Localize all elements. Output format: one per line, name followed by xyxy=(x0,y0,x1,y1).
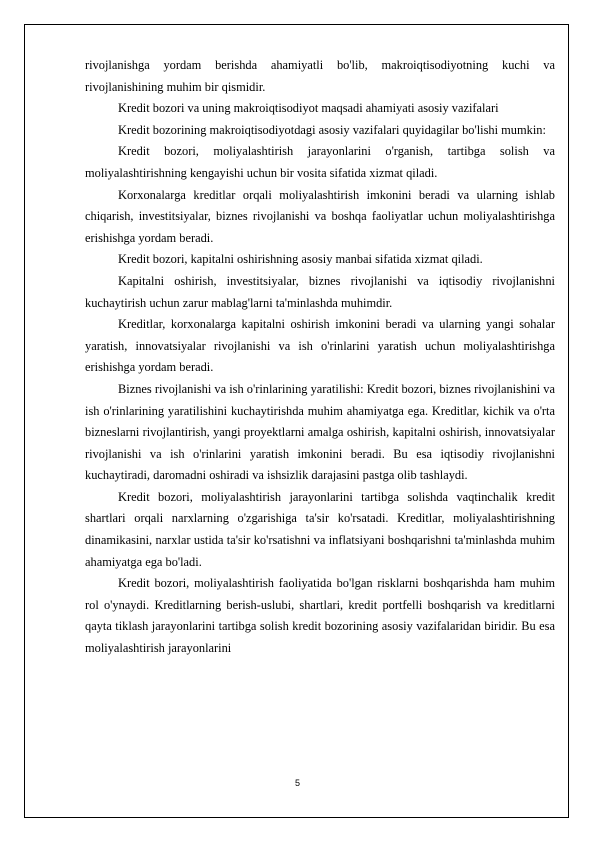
paragraph: Kapitalni oshirish, investitsiyalar, biznes rivojlanishi va iqtisodiy rivojlanishni kuchaytirish uchun zarur mablag'larni ta'minlashda muhimdir. xyxy=(85,273,555,310)
page-number: 5 xyxy=(294,778,300,788)
paragraph: Kredit bozorining makroiqtisodiyotdagi asosiy vazifalari quyidagilar bo'lishi mumkin: xyxy=(118,122,546,137)
paragraph: Kredit bozori va uning makroiqtisodiyot maqsadi ahamiyati asosiy vazifalari xyxy=(118,101,499,116)
paragraph: Kredit bozori, moliyalashtirish jarayonlarini tartibga solishda vaqtinchalik kredit shartlari orqali narxlarning o'zgarishiga ta'sir ko'rsatadi. Kreditlar, moliyalashtirishning dinamikasini, narxlar ustida ta'sir ko'rsatishni va inflatsiyani boshqarishni ta'minlashda muhim ahamiyatga ega bo'ladi. xyxy=(85,489,555,569)
paragraph: Biznes rivojlanishi va ish o'rinlarining yaratilishi: Kredit bozori, biznes rivojlanishini va ish o'rinlarining yaratilishini kuchaytirishda muhim ahamiyatga ega. Kreditlar, kichik va o'rta bizneslarni rivojlantirish, yangi proyektlarni amalga oshirish, kapitalni oshirish, innovatsiyalar rivojlanishi va ish o'rinlarini yaratish imkonini beradi. Bu esa iqtisodiy rivojlanishni kuchaytiradi, daromadni oshiradi va ishsizlik darajasini pastga olib tashlaydi. xyxy=(85,381,555,483)
paragraph: rivojlanishga yordam berishda ahamiyatli bo'lib, makroiqtisodiyotning kuchi va rivojlanishining muhim bir qismidir. xyxy=(85,58,555,94)
paragraph: Kredit bozori, kapitalni oshirishning asosiy manbai sifatida xizmat qiladi. xyxy=(118,252,483,267)
paragraph: Kreditlar, korxonalarga kapitalni oshirish imkonini beradi va ularning yangi sohalar yaratish, innovatsiyalar rivojlanishi va ish o'rinlarini yaratish uchun moliyalashtirishga erishishga yordam beradi. xyxy=(85,317,555,375)
paragraph: Kredit bozori, moliyalashtirish faoliyatida bo'lgan risklarni boshqarishda ham muhim rol o'ynaydi. Kreditlarning berish-uslubi, shartlari, kredit portfelli boshqarish va kreditlarni qayta tiklash jarayonlarini tartibga solish kredit bozorining asosiy vazifalaridan biridir. Bu esa moliyalashtirish jarayonlarini xyxy=(85,576,555,656)
paragraph: Korxonalarga kreditlar orqali moliyalashtirish imkonini beradi va ularning ishlab chiqarish, investitsiyalar, biznes rivojlanishi va boshqa faoliyatlar uchun moliyalashtirishga erishishga yordam beradi. xyxy=(85,187,555,245)
document-body xyxy=(85,55,555,660)
paragraph: Kredit bozori, moliyalashtirish jarayonlarini o'rganish, tartibga solish va moliyalashtirishning kengayishi uchun bir vosita sifatida xizmat qiladi. xyxy=(85,144,555,180)
